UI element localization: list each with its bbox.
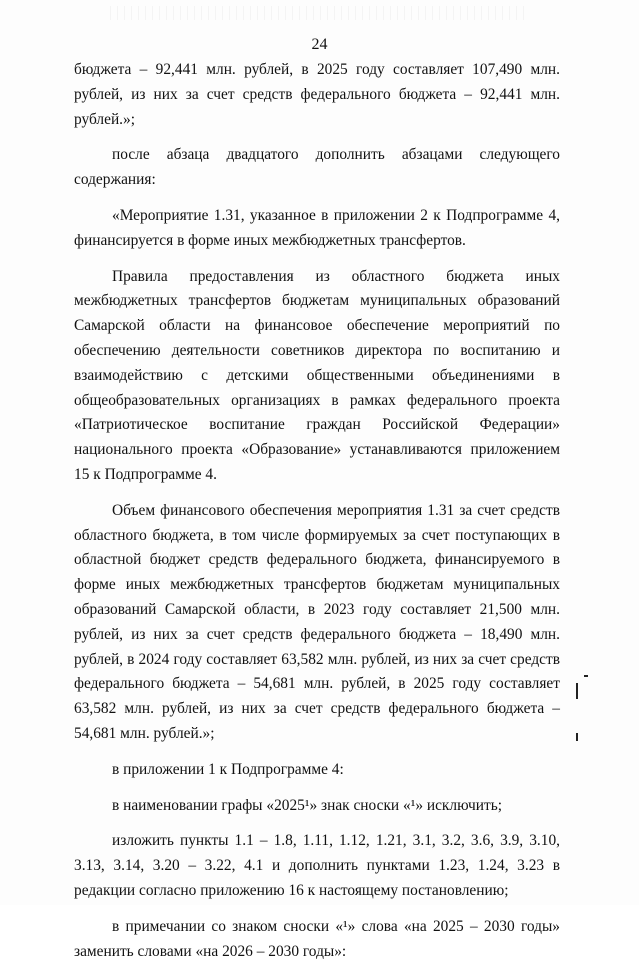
paragraph-appendix-1: в приложении 1 к Подпрограмме 4:	[112, 760, 344, 778]
margin-mark	[576, 683, 578, 699]
margin-mark	[576, 733, 578, 741]
paragraph-note-replace: в примечании со знаком сноски «¹» слова «на 2025 – 2030 годы» заменить словами «на 2026 – 2030 годы»:	[74, 917, 560, 960]
document-body	[74, 58, 560, 964]
paragraph-points-update: изложить пункты 1.1 – 1.8, 1.11, 1.12, 1.21, 3.1, 3.2, 3.6, 3.9, 3.10, 3.13, 3.14, 3.20 – 3.22, 4.1 и дополнить пунктами 1.23, 1.24, 3.23 в редакции согласно приложению 16 к настоящему постановлению;	[74, 832, 560, 899]
paragraph-column-heading: в наименовании графы «2025¹» знак сноски «¹» исключить;	[112, 796, 503, 814]
page-number: 24	[311, 36, 328, 53]
scan-artifact	[110, 6, 530, 20]
paragraph-instruction-add: после абзаца двадцатого дополнить абзацами следующего содержания:	[74, 146, 560, 189]
paragraph-financing-volume: Объем финансового обеспечения мероприятия 1.31 за счет средств областного бюджета, в том числе формируемых за счет поступающих в областной бюджет средств федерального бюджета, финансируемого в форме иных межбюджетных трансфертов бюджетам муниципальных образований Самарской области, в 2023 году составляет 21,500 млн. рублей, из них за счет средств федерального бюджета – 18,490 млн. рублей, в 2024 году составляет 63,582 млн. рублей, из них за счет средств федерального бюджета – 54,681 млн. рублей, в 2025 году составляет 63,582 млн. рублей, из них за счет средств федерального бюджета – 54,681 млн. рублей.»;	[74, 501, 560, 742]
paragraph-measure-131: «Мероприятие 1.31, указанное в приложении 2 к Подпрограмме 4, финансируется в форме иных межбюджетных трансфертов.	[74, 206, 560, 249]
paragraph-budget-continuation: бюджета – 92,441 млн. рублей, в 2025 году составляет 107,490 млн. рублей, из них за счет средств федерального бюджета – 92,441 млн. рублей.»;	[74, 61, 560, 128]
margin-dot	[584, 675, 588, 677]
paragraph-transfer-rules: Правила предоставления из областного бюджета иных межбюджетных трансфертов бюджетам муниципальных образований Самарской области на финансовое обеспечение мероприятий по обеспечению деятельности советников директора по воспитанию и взаимодействию с детскими общественными объединениями в общеобразовательных организациях в рамках федерального проекта «Патриотическое воспитание граждан Российской Федерации» национального проекта «Образование» устанавливаются приложением 15 к Подпрограмме 4.	[74, 267, 560, 483]
